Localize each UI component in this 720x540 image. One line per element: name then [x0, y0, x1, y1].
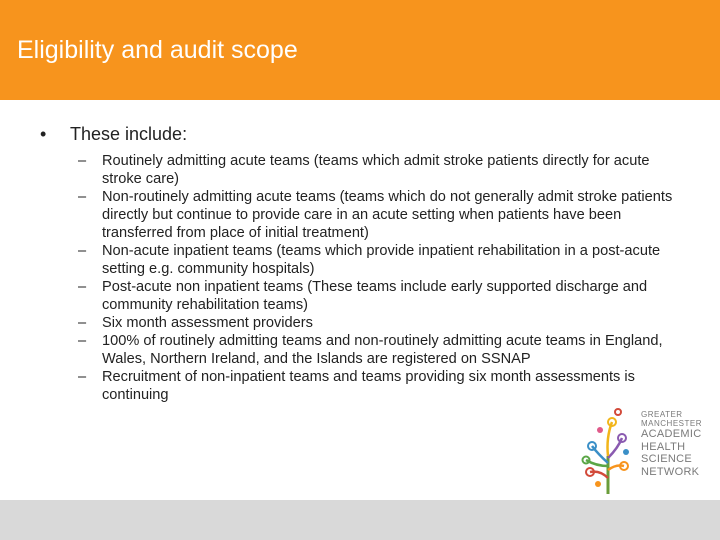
bullet-symbol: • — [40, 124, 47, 144]
dash-symbol: – — [78, 189, 87, 205]
gm-ahsn-logo — [578, 408, 708, 494]
tree-network-icon — [578, 408, 640, 494]
sub-bullet-text: Non-routinely admitting acute teams (teams which do not generally admit stroke patients directly but continue to provide care in an acute setting when patients have been transferred from place of initial treatment) — [102, 189, 673, 241]
bullet-text: These include: — [70, 124, 188, 144]
sub-bullet-text: Routinely admitting acute teams (teams which admit stroke patients directly for acute stroke care) — [102, 153, 650, 187]
logo-wordmark — [641, 410, 702, 478]
sub-bullet-item — [78, 368, 688, 404]
sub-bullet-item — [78, 188, 688, 242]
dash-symbol: – — [78, 279, 87, 295]
dash-symbol: – — [78, 315, 87, 331]
sub-bullet-text: Six month assessment providers — [102, 315, 313, 331]
dash-symbol: – — [78, 243, 87, 259]
sub-bullet-text: Recruitment of non-inpatient teams and teams providing six month assessments is continuing — [102, 369, 635, 403]
sub-bullet-text: Non-acute inpatient teams (teams which provide inpatient rehabilitation in a post-acute setting e.g. community hospitals) — [102, 243, 661, 277]
sub-bullet-text: 100% of routinely admitting teams and non-routinely admitting acute teams in England, Wales, Northern Ireland, and the Islands are registered on SSNAP — [102, 333, 663, 367]
logo-line: GREATER — [641, 410, 683, 419]
dash-symbol: – — [78, 333, 87, 349]
dash-symbol: – — [78, 153, 87, 169]
sub-bullet-text: Post-acute non inpatient teams (These teams include early supported discharge and community rehabilitation teams) — [102, 279, 648, 313]
sub-bullet-item — [78, 278, 688, 314]
dash-symbol: – — [78, 369, 87, 385]
sub-bullet-item — [78, 332, 688, 368]
logo-line: MANCHESTER — [641, 419, 703, 428]
sub-bullet-item — [78, 314, 688, 332]
logo-line: SCIENCE — [641, 453, 692, 465]
sub-bullet-list — [78, 152, 688, 404]
logo-line: HEALTH — [641, 440, 686, 453]
logo-line: NETWORK — [641, 465, 700, 478]
sub-bullet-item — [78, 152, 688, 188]
slide-title: Eligibility and audit scope — [17, 36, 298, 64]
footer-bar — [0, 500, 720, 540]
logo-line: ACADEMIC — [641, 428, 702, 440]
sub-bullet-item — [78, 242, 688, 278]
